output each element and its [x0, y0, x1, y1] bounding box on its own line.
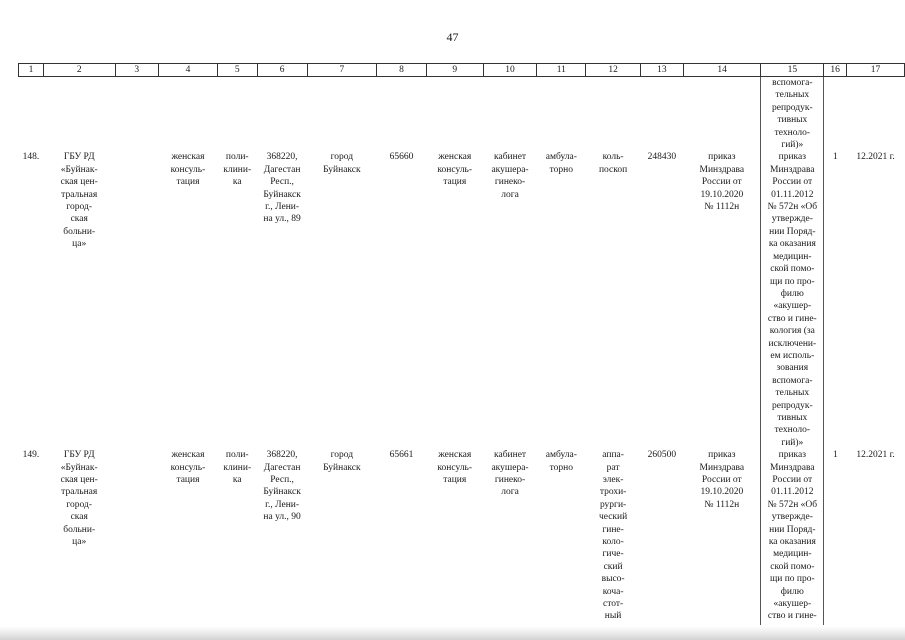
cell-line: «акушер-	[773, 301, 812, 312]
cell-line: амбула-	[545, 152, 577, 163]
cell-line: приказ	[708, 450, 736, 461]
cell-line: репродук-	[772, 102, 813, 113]
cell-line: 12.2021 г.	[856, 152, 895, 163]
cell-line: приказ	[778, 152, 806, 163]
cell-quantity	[824, 151, 847, 449]
cell-line: Респ.,	[270, 475, 294, 485]
cell-line: приказ	[708, 152, 736, 163]
cell-care-form	[537, 449, 586, 625]
cell-line: Минздрава	[699, 164, 745, 175]
cell-code	[377, 449, 427, 625]
cell-line: клини-	[223, 462, 252, 473]
cell-line: город-	[66, 499, 93, 510]
cell-line: Минздрава	[770, 462, 815, 473]
cell-line: 01.11.2012	[771, 189, 814, 200]
cell-line: ГБУ РД	[63, 450, 95, 461]
cell-line: консуль-	[170, 462, 206, 473]
cell-line: консуль-	[437, 164, 473, 175]
cell-line: ской помо-	[770, 264, 815, 275]
cell-date	[847, 449, 905, 625]
cell-locality	[307, 449, 377, 625]
cell-line: консуль-	[437, 462, 473, 473]
cell-line: «Буйнак-	[60, 164, 98, 175]
cell-row-number: 148.	[22, 152, 40, 163]
cell-col-3	[115, 449, 159, 625]
header-col-13: 13	[640, 64, 683, 77]
cell-line: приказ	[778, 450, 806, 461]
cell-line: тация	[443, 177, 467, 188]
cell-line: кочa-	[602, 586, 624, 597]
cell-line: поли-	[225, 450, 249, 461]
cell-line: амбула-	[545, 450, 577, 461]
cell-line: высо-	[601, 574, 625, 585]
cell-line: филю	[780, 288, 804, 299]
cell-line: элек-	[602, 475, 624, 485]
cell-unit-type	[159, 449, 218, 625]
cell-line: лога	[501, 189, 519, 200]
cell-line: ская	[70, 512, 88, 523]
cell-line: 260500	[647, 450, 677, 461]
cell-line: коло-	[602, 537, 624, 548]
cell-line: Минздрава	[699, 462, 745, 473]
cell-unit-kind	[217, 151, 257, 449]
header-col-7: 7	[307, 64, 377, 77]
cell-department	[426, 449, 483, 625]
cell-line: тральная	[61, 487, 98, 498]
cell-line: больни-	[63, 226, 96, 237]
cell-line: ца»	[72, 537, 87, 548]
cell-line: ем исполь-	[770, 350, 815, 361]
cell-line: акушера-	[491, 164, 529, 175]
cell-line: кология (за	[769, 326, 815, 337]
cell-line: 19.10.2020	[700, 189, 744, 200]
cell-line: России от	[772, 475, 813, 485]
cell-line: ство и гине-	[767, 611, 817, 622]
scan-shadow	[0, 626, 905, 640]
cell-line: рат	[606, 462, 620, 473]
cell-line: тельных	[775, 388, 810, 399]
cell-line: Буйнакск	[323, 164, 361, 175]
cell-line: клини-	[223, 164, 252, 175]
cell-line: тральная	[61, 189, 98, 200]
cell-line: вспомога-	[772, 375, 813, 386]
cell-line: 1	[833, 152, 838, 163]
cell-line: кабинет	[494, 450, 527, 461]
cell-line: консуль-	[170, 164, 206, 175]
cell-line: гинеко-	[494, 177, 526, 188]
cell-organization	[43, 449, 115, 625]
cell-line: тация	[443, 475, 467, 485]
cell-line: акушера-	[491, 462, 529, 473]
cell-line: тивных	[777, 115, 808, 126]
cell-line: город	[330, 152, 354, 163]
cell-line: 1	[833, 450, 838, 461]
header-col-10: 10	[483, 64, 537, 77]
cell-line: торно	[549, 164, 574, 175]
cell-line: лога	[501, 487, 519, 498]
cell-line: 12.2021 г.	[856, 450, 895, 461]
cell-line: ный	[604, 611, 622, 622]
cell-line: кабинет	[494, 152, 527, 163]
cell-line: утвержде-	[771, 512, 813, 523]
cell-line: филю	[780, 586, 804, 597]
cell-line: 01.11.2012	[771, 487, 814, 498]
cell-normative-act	[761, 449, 824, 625]
cell-line: № 572н «Об	[767, 202, 818, 213]
cell-line: поли-	[225, 152, 249, 163]
cell-line: гиче-	[602, 549, 624, 560]
cell-room	[483, 449, 537, 625]
cell-line: коль-	[602, 152, 624, 163]
cell-line: 248430	[647, 152, 677, 163]
cell-line: ка оказания	[768, 239, 816, 250]
cell-line: аппа-	[602, 450, 624, 461]
cell-line: женская	[171, 450, 205, 461]
cell-line: поскоп	[598, 164, 628, 175]
cell-line: Дагестан	[263, 164, 301, 175]
cell-line: 65661	[389, 450, 414, 461]
cell-line: вспомога-	[772, 78, 813, 88]
cell-locality	[307, 151, 377, 449]
cell-equipment	[586, 151, 641, 449]
cell-care-form	[537, 151, 586, 449]
cell-line: зования	[776, 363, 809, 374]
cell-line: Буйнакск	[323, 462, 361, 473]
cell-equipment	[586, 449, 641, 625]
cell-line: репродук-	[772, 400, 813, 411]
cell-code	[377, 151, 427, 449]
cell-line: тельных	[775, 90, 810, 101]
cell-line: щи по про-	[769, 276, 815, 287]
cell-equipment-code	[640, 449, 683, 625]
header-col-5: 5	[217, 64, 257, 77]
cell-line: Дагестан	[263, 462, 301, 473]
cell-line: 19.10.2020	[700, 487, 744, 498]
table-row-continuation	[19, 77, 905, 152]
cell-department	[426, 151, 483, 449]
cell-line: ка оказания	[768, 537, 816, 548]
cell-line: на ул., 90	[263, 512, 301, 523]
cell-line: гине-	[602, 524, 624, 535]
cell-line: ская цен-	[60, 177, 98, 188]
cell-line: Буйнакск	[263, 487, 301, 498]
cell-line: гий)»	[781, 437, 804, 448]
cell-room	[483, 151, 537, 449]
cell-line: ГБУ РД	[63, 152, 95, 163]
registry-table	[18, 63, 905, 625]
cell-line: 368220,	[266, 450, 298, 461]
cell-line: трохи-	[599, 487, 627, 498]
cell-line: Минздрава	[770, 164, 815, 175]
cell-line: медицин-	[773, 251, 812, 262]
cell-line: 368220,	[266, 152, 298, 163]
cell-line: ская цен-	[60, 475, 98, 485]
cell-line: женская	[171, 152, 205, 163]
cell-line: Буйнакск	[263, 189, 301, 200]
header-col-6: 6	[257, 64, 307, 77]
cell-address	[257, 449, 307, 625]
cell-col-3	[115, 151, 159, 449]
header-col-1: 1	[19, 64, 44, 77]
cell-line: гинеко-	[494, 475, 526, 485]
table-row	[19, 151, 905, 449]
cell-line: ская	[70, 214, 88, 225]
header-col-8: 8	[377, 64, 427, 77]
cell-line: торно	[549, 462, 574, 473]
cell-order	[683, 449, 761, 625]
cell-organization	[43, 151, 115, 449]
cell-line: тация	[176, 177, 200, 188]
cell-line: ка	[232, 177, 242, 188]
cell-line: тивных	[777, 412, 808, 423]
header-row	[19, 64, 905, 77]
cell-line: на ул., 89	[263, 214, 301, 225]
cell-line: больни-	[63, 524, 96, 535]
header-col-16: 16	[824, 64, 847, 77]
cell-line: исключени-	[768, 338, 817, 349]
header-col-11: 11	[537, 64, 586, 77]
header-col-17: 17	[847, 64, 905, 77]
cell-normative-act	[761, 151, 824, 449]
cell-line: г., Лени-	[265, 202, 300, 213]
cell-line: город-	[66, 202, 93, 213]
cell-line: № 1112н	[704, 202, 740, 213]
header-col-4: 4	[159, 64, 218, 77]
cell-line: тация	[176, 475, 200, 485]
cell-line: Респ.,	[270, 177, 294, 188]
cell-line: утвержде-	[771, 214, 813, 225]
cell-line: № 1112н	[704, 499, 740, 510]
cell-normative-act-continued	[761, 77, 824, 152]
cell-unit-kind	[217, 449, 257, 625]
header-col-15: 15	[761, 64, 824, 77]
cell-line: гий)»	[781, 140, 804, 151]
page-number: 47	[446, 30, 459, 44]
cell-address	[257, 151, 307, 449]
cell-date	[847, 151, 905, 449]
cell-line: г., Лени-	[265, 499, 300, 510]
cell-line: нии Поряд-	[769, 226, 816, 237]
table-row	[19, 449, 905, 625]
cell-quantity	[824, 449, 847, 625]
cell-line: ский	[603, 561, 623, 572]
cell-line: 65660	[389, 152, 414, 163]
cell-order	[683, 151, 761, 449]
cell-line: стот-	[602, 599, 624, 610]
header-col-14: 14	[683, 64, 761, 77]
cell-line: «акушер-	[773, 599, 812, 610]
header-col-12: 12	[586, 64, 641, 77]
cell-unit-type	[159, 151, 218, 449]
header-col-3: 3	[115, 64, 159, 77]
cell-line: техноло-	[774, 127, 810, 138]
cell-line: город	[330, 450, 354, 461]
cell-line: № 572н «Об	[767, 499, 818, 510]
cell-line: нии Поряд-	[769, 524, 816, 535]
cell-line: ца»	[72, 239, 87, 250]
header-col-9: 9	[426, 64, 483, 77]
cell-line: женская	[438, 152, 472, 163]
cell-line: России от	[701, 475, 742, 485]
cell-line: медицин-	[773, 549, 812, 560]
cell-line: ческий	[598, 512, 628, 523]
cell-row-number: 149.	[22, 450, 40, 461]
cell-line: «Буйнак-	[60, 462, 98, 473]
cell-line: женская	[438, 450, 472, 461]
cell-line: России от	[772, 177, 813, 188]
cell-line: России от	[701, 177, 742, 188]
cell-line: ка	[232, 475, 242, 485]
cell-line: щи по про-	[769, 574, 815, 585]
header-col-2: 2	[43, 64, 115, 77]
cell-line: ской помо-	[770, 561, 815, 572]
cell-line: рурги-	[599, 499, 627, 510]
cell-equipment-code	[640, 151, 683, 449]
cell-line: ство и гине-	[767, 313, 817, 324]
cell-line: техноло-	[774, 425, 810, 436]
